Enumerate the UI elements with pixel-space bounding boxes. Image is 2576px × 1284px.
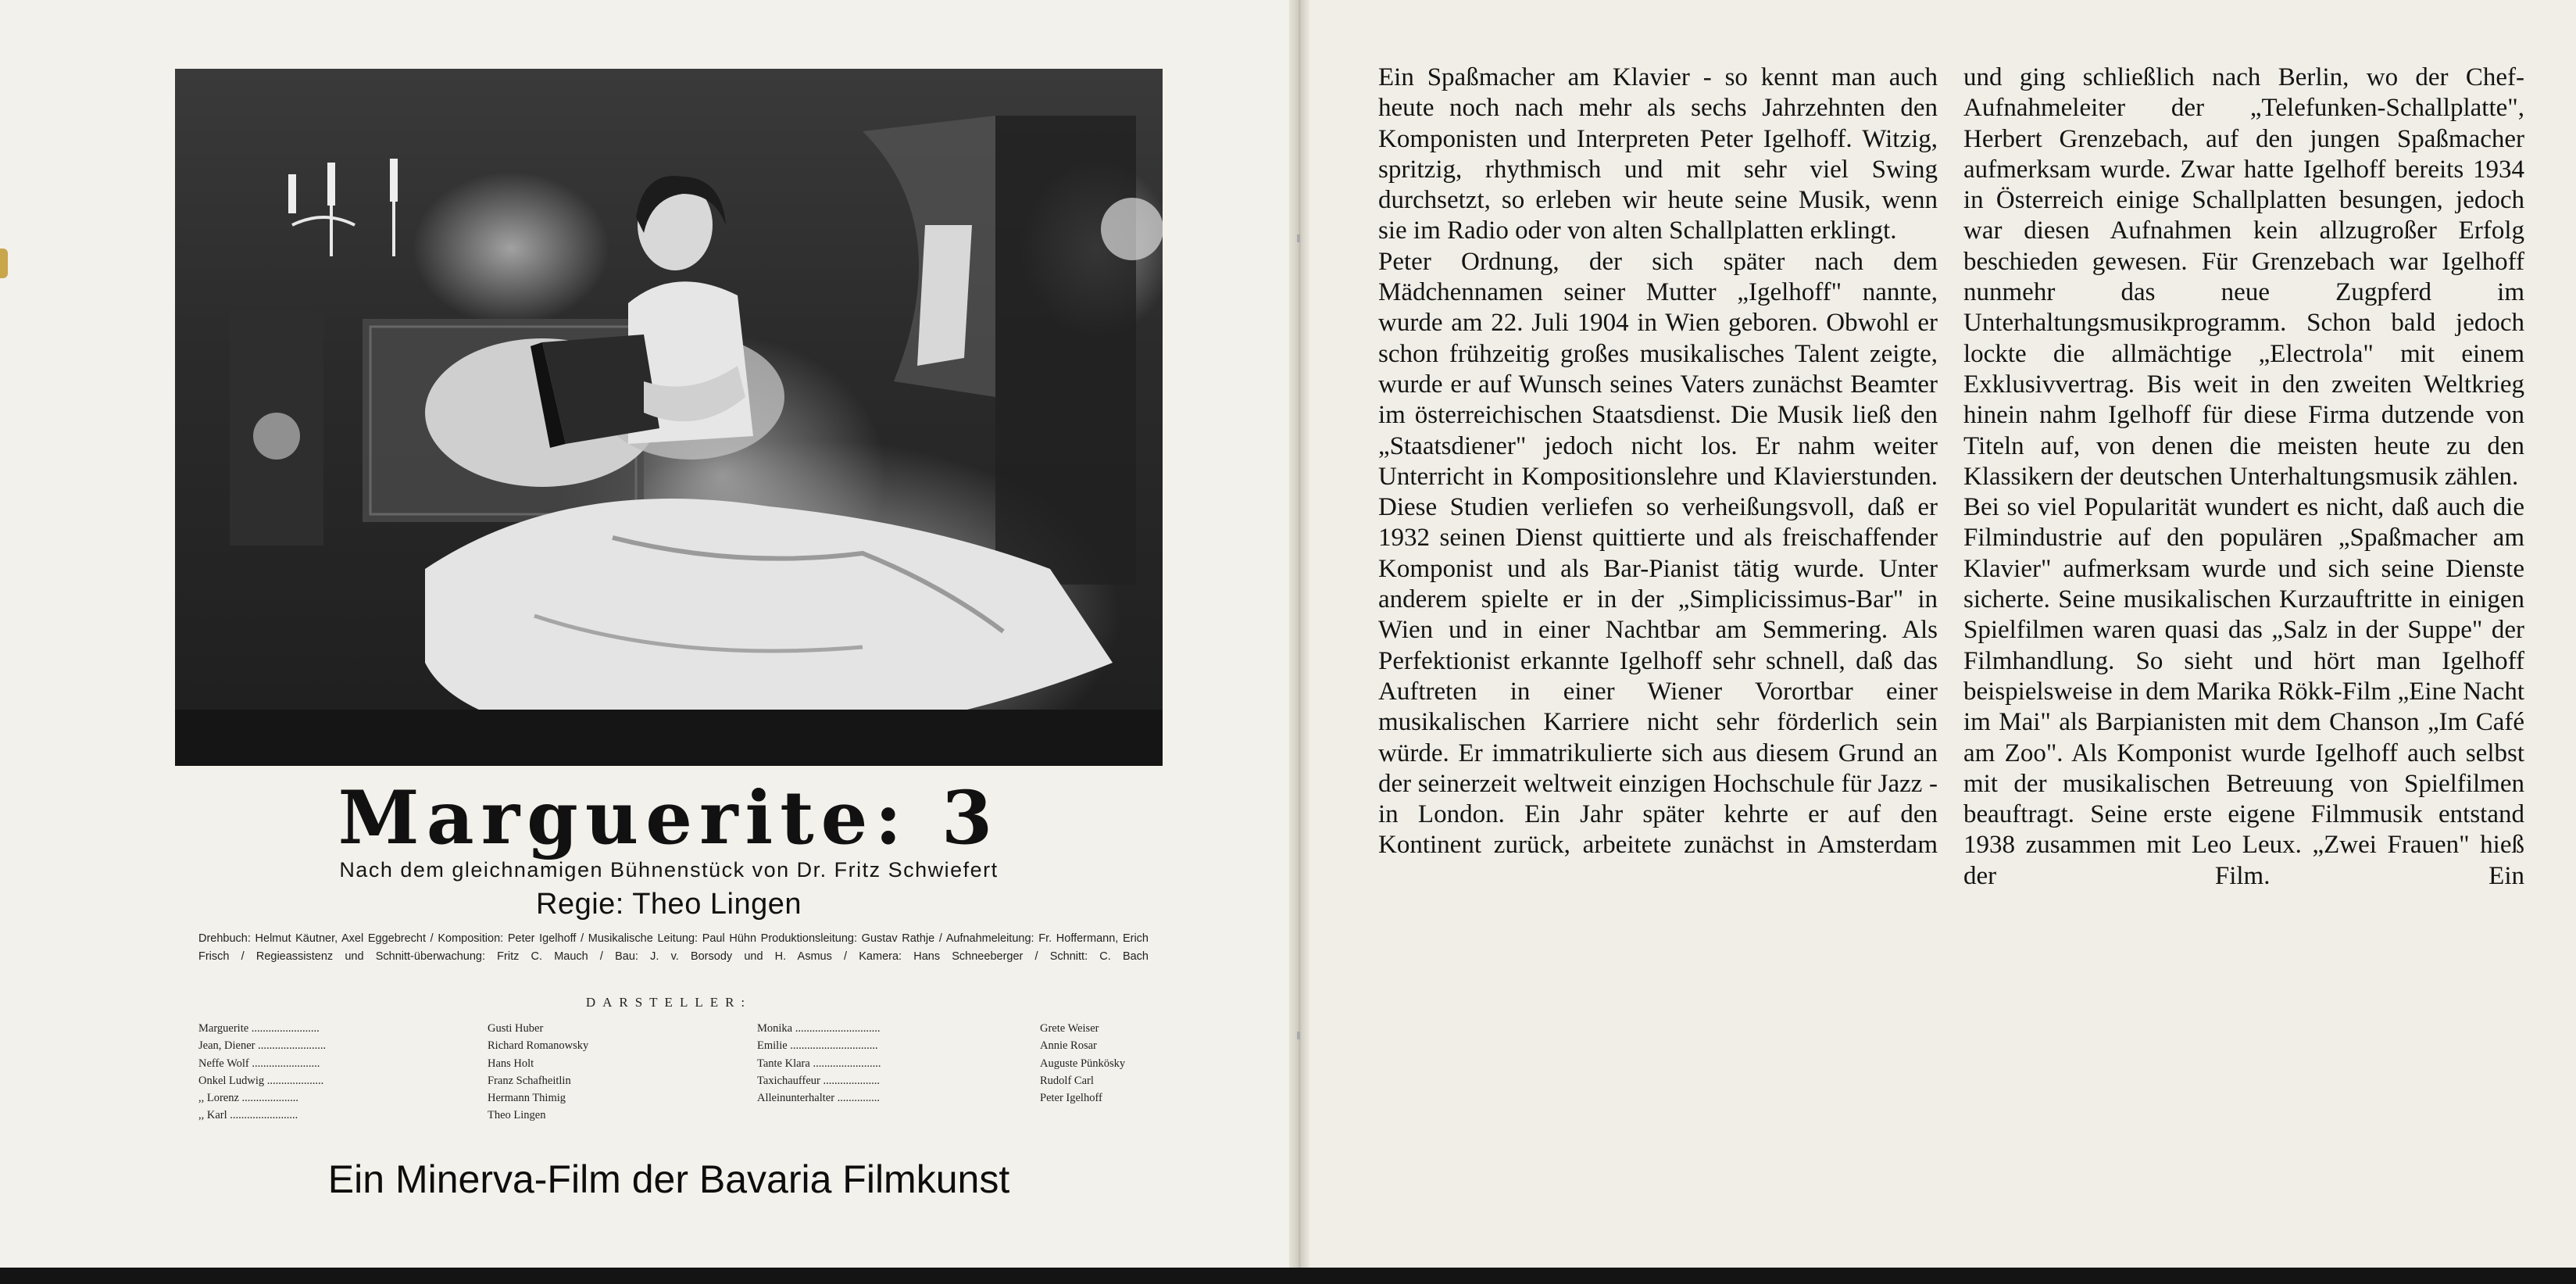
film-still-photo — [175, 69, 1163, 766]
book-spine — [1289, 0, 1309, 1270]
text-column-left — [1378, 63, 1938, 861]
cast-actor: Grete Weiser — [1040, 1022, 1099, 1035]
page-edge-mark — [0, 249, 8, 278]
cast-actor: Hermann Thimig — [488, 1092, 566, 1105]
film-title: Marguerite: 3 — [338, 775, 1000, 861]
film-subtitle: Nach dem gleichnamigen Bühnenstück von Dr. Fritz Schwiefert — [339, 858, 999, 882]
cast-actor: Theo Lingen — [488, 1109, 546, 1122]
cast-role: Jean, Diener ........................ — [198, 1039, 327, 1053]
bottom-edge — [0, 1268, 2576, 1284]
film-still-illustration — [175, 69, 1163, 766]
cast-role: Marguerite ........................ — [198, 1022, 320, 1035]
cast-actor: Annie Rosar — [1040, 1039, 1097, 1053]
cast-role: Taxichauffeur .................... — [757, 1074, 880, 1087]
cast-actors-column-2 — [1040, 1020, 1149, 1125]
binding-mark — [1297, 1032, 1300, 1039]
cast-roles-column-2 — [757, 1020, 1040, 1125]
paragraph: Ein Spaßmacher am Klavier - so kennt man auch heute noch nach mehr als sechs Jahrzehnten den Komponisten und Interpreten Peter Igelhoff. Witzig, spritzig, rhythmisch und mit sehr viel Swing durchsetzt, so erleben wir heute seine Musik, wenn sie im Radio oder von alten Schallplatten erklingt. — [1378, 63, 1938, 245]
cast-actor: Auguste Pünkösky — [1040, 1057, 1126, 1070]
cast-role: Alleinunterhalter ............... — [757, 1092, 881, 1105]
cast-role: Emilie ............................... — [757, 1039, 878, 1053]
paragraph: Peter Ordnung, der sich später nach dem Mädchennamen seiner Mutter „Igelhoff" nannte, wurde am 22. Juli 1904 in Wien geboren. Obwohl er schon frühzeitig großes musikalisches Talent zeigte, wurde er auf Wunsch seines Vaters zunächst Beamter im österreichischen Staatsdienst. Die Musik ließ den „Staatsdiener" jedoch nicht los. Er nahm weiter Unterricht in Kompositionslehre und Klavierstunden. Diese Studien verliefen so verheißungsvoll, daß er 1932 seinen Dienst quittierte und als freischaffender Komponist und als Bar-Pianist tätig wurde. Unter anderem spielte er in der „Simplicissimus-Bar" in Wien und in einer Nachtbar am Semmering. Als Perfektionist erkannte Igelhoff sehr schnell, daß das Auftreten in einer Wiener Vorortbar einer musikalischen Karriere nicht sehr förderlich sein würde. Er immatrikulierte sich aus diesem Grund an der seinerzeit weltweit einzigen Hochschule für Jazz - in London. Ein Jahr später kehrte er auf den Kontinent zurück, arbeitete zunächst in Amsterdam — [1378, 247, 1938, 860]
crew-credits: Drehbuch: Helmut Käutner, Axel Eggebrecht / Komposition: Peter Igelhoff / Musikalische Leitung: Paul Hühn Produktionsleitung: Gustav Rathje / Aufnahmeleitung: Fr. Hoffermann, Erich Frisch / Regieassistenz und Schnitt-überwachung: Fritz C. Mauch / Bau: J. v. Borsody und H. Asmus / Kamera: Hans Schneeberger / Schnitt: C. Bach — [198, 932, 1149, 963]
cast-actor: Peter Igelhoff — [1040, 1092, 1102, 1105]
cast-actor: Rudolf Carl — [1040, 1074, 1094, 1087]
cast-role: Neffe Wolf ........................ — [198, 1057, 320, 1070]
cast-actors-column-1 — [488, 1020, 757, 1125]
cast-role: ,, Karl ........................ — [198, 1109, 298, 1122]
cast-list — [198, 1020, 1149, 1125]
paragraph: Bei so viel Popularität wundert es nicht, daß auch die Filmindustrie auf den populären „Spaßmacher am Klavier" aufmerksam wurde und sich seine Dienste sicherte. Seine musikalischen Kurzauftritte in einigen Spielfilmen waren quasi das „Salz in der Suppe" der Filmhandlung. So sieht und hört man Igelhoff beispielsweise in dem Marika Rökk-Film „Eine Nacht im Mai" als Barpianisten mit dem Chanson „Im Café am Zoo". Als Komponist wurde Igelhoff auch selbst mit der musikalischen Betreuung von Spielfilmen beauftragt. Seine erste eigene Filmmusik entstand 1938 zusammen mit Leo Leux. „Zwei Frauen" hieß der Film. Ein — [1963, 493, 2524, 890]
cast-role: Monika .............................. — [757, 1022, 881, 1035]
text-column-right — [1963, 63, 2524, 892]
cast-role: ,, Lorenz .................... — [198, 1092, 299, 1105]
cast-role: Tante Klara ........................ — [757, 1057, 881, 1070]
cast-role: Onkel Ludwig .................... — [198, 1074, 324, 1087]
cast-actor: Gusti Huber — [488, 1022, 544, 1035]
cast-heading: DARSTELLER: — [585, 995, 752, 1010]
cast-actor: Franz Schafheitlin — [488, 1074, 571, 1087]
paragraph: und ging schließlich nach Berlin, wo der Chef-Aufnahmeleiter der „Telefunken-Schallplatte", Herbert Grenzebach, auf den jungen Spaßmacher aufmerksam wurde. Zwar hatte Igelhoff bereits 1934 in Österreich einige Schallplatten besungen, jedoch war diesen Aufnahmen kein allzugroßer Erfolg beschieden gewesen. Für Grenzebach war Igelhoff nunmehr das neue Zugpferd im Unterhaltungsmusikprogramm. Schon bald jedoch lockte die allmächtige „Electrola" mit einem Exklusivvertrag. Bis weit in den zweiten Weltkrieg hinein nahm Igelhoff für diese Firma dutzende von Titeln auf, von denen die meisten heute zu den Klassikern der deutschen Unterhaltungsmusik zählen. — [1963, 63, 2524, 491]
director-line: Regie: Theo Lingen — [536, 888, 802, 921]
cast-actor: Hans Holt — [488, 1057, 534, 1070]
binding-mark — [1297, 234, 1300, 242]
cast-actor: Richard Romanowsky — [488, 1039, 589, 1053]
cast-roles-column-1 — [198, 1020, 488, 1125]
production-company-line: Ein Minerva-Film der Bavaria Filmkunst — [327, 1157, 1010, 1201]
